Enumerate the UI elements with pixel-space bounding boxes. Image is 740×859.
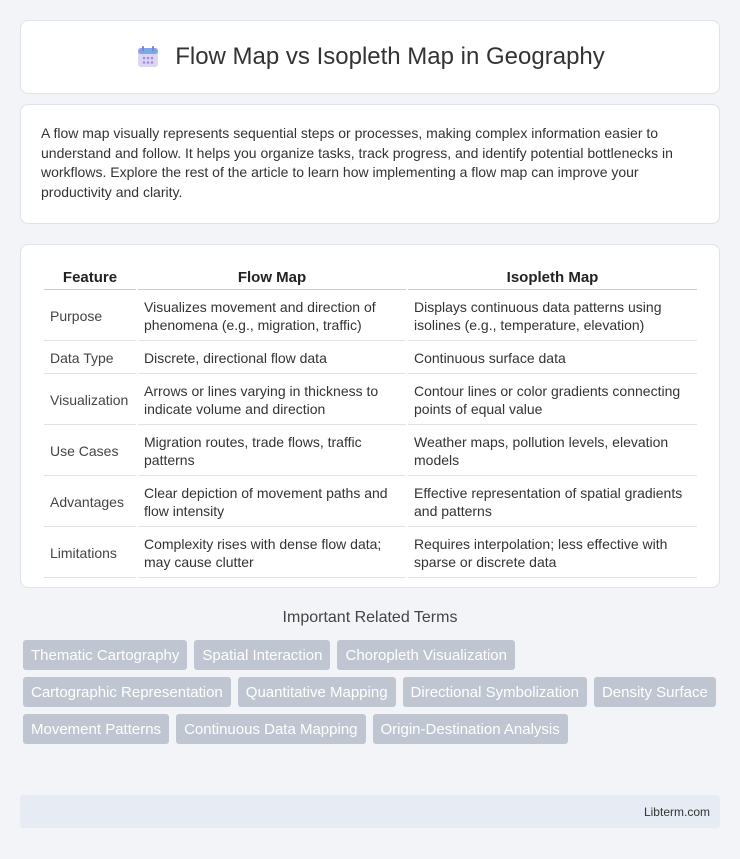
table-row <box>44 528 697 578</box>
related-term-tag[interactable]: Quantitative Mapping <box>238 677 396 707</box>
table-row <box>44 375 697 425</box>
related-term-tag[interactable]: Directional Symbolization <box>403 677 587 707</box>
flow-map-cell: Migration routes, trade flows, traffic patterns <box>138 426 406 476</box>
related-terms-list <box>23 640 723 744</box>
page-title: Flow Map vs Isopleth Map in Geography <box>175 43 605 70</box>
column-header: Isopleth Map <box>408 265 697 290</box>
related-term-tag[interactable]: Continuous Data Mapping <box>176 714 365 744</box>
related-term-tag[interactable]: Thematic Cartography <box>23 640 187 670</box>
feature-cell: Data Type <box>44 342 136 374</box>
related-term-tag[interactable]: Choropleth Visualization <box>337 640 515 670</box>
calendar-icon <box>135 44 161 70</box>
intro-text: A flow map visually represents sequential steps or processes, making complex information easier to understand and follow. It helps you organize tasks, track progress, and identify potential bottlenecks in workflows. Explore the rest of the article to learn how implementing a flow map can improve your productivity and clarity. <box>41 125 673 200</box>
table-row <box>44 426 697 476</box>
footer <box>20 795 720 828</box>
flow-map-cell: Visualizes movement and direction of phenomena (e.g., migration, traffic) <box>138 291 406 341</box>
feature-cell: Advantages <box>44 477 136 527</box>
feature-cell: Limitations <box>44 528 136 578</box>
table-row <box>44 291 697 341</box>
isopleth-map-cell: Displays continuous data patterns using isolines (e.g., temperature, elevation) <box>408 291 697 341</box>
related-term-tag[interactable]: Origin-Destination Analysis <box>373 714 568 744</box>
isopleth-map-cell: Continuous surface data <box>408 342 697 374</box>
related-terms-title: Important Related Terms <box>282 609 458 626</box>
flow-map-cell: Arrows or lines varying in thickness to indicate volume and direction <box>138 375 406 425</box>
feature-cell: Purpose <box>44 291 136 341</box>
table-row <box>44 342 697 374</box>
intro-card <box>20 104 720 224</box>
related-term-tag[interactable]: Spatial Interaction <box>194 640 330 670</box>
footer-text[interactable]: Libterm.com <box>643 805 710 819</box>
related-term-tag[interactable]: Density Surface <box>594 677 716 707</box>
column-header: Flow Map <box>138 265 406 290</box>
table-row <box>44 477 697 527</box>
comparison-table-card <box>20 244 720 588</box>
flow-map-cell: Complexity rises with dense flow data; may cause clutter <box>138 528 406 578</box>
column-header: Feature <box>44 265 136 290</box>
feature-cell: Visualization <box>44 375 136 425</box>
comparison-table <box>42 264 699 579</box>
related-term-tag[interactable]: Movement Patterns <box>23 714 169 744</box>
feature-cell: Use Cases <box>44 426 136 476</box>
flow-map-cell: Discrete, directional flow data <box>138 342 406 374</box>
flow-map-cell: Clear depiction of movement paths and flow intensity <box>138 477 406 527</box>
table-header-row <box>44 265 697 290</box>
related-term-tag[interactable]: Cartographic Representation <box>23 677 231 707</box>
isopleth-map-cell: Requires interpolation; less effective with sparse or discrete data <box>408 528 697 578</box>
isopleth-map-cell: Effective representation of spatial gradients and patterns <box>408 477 697 527</box>
isopleth-map-cell: Weather maps, pollution levels, elevation models <box>408 426 697 476</box>
header-card <box>20 20 720 94</box>
isopleth-map-cell: Contour lines or color gradients connecting points of equal value <box>408 375 697 425</box>
